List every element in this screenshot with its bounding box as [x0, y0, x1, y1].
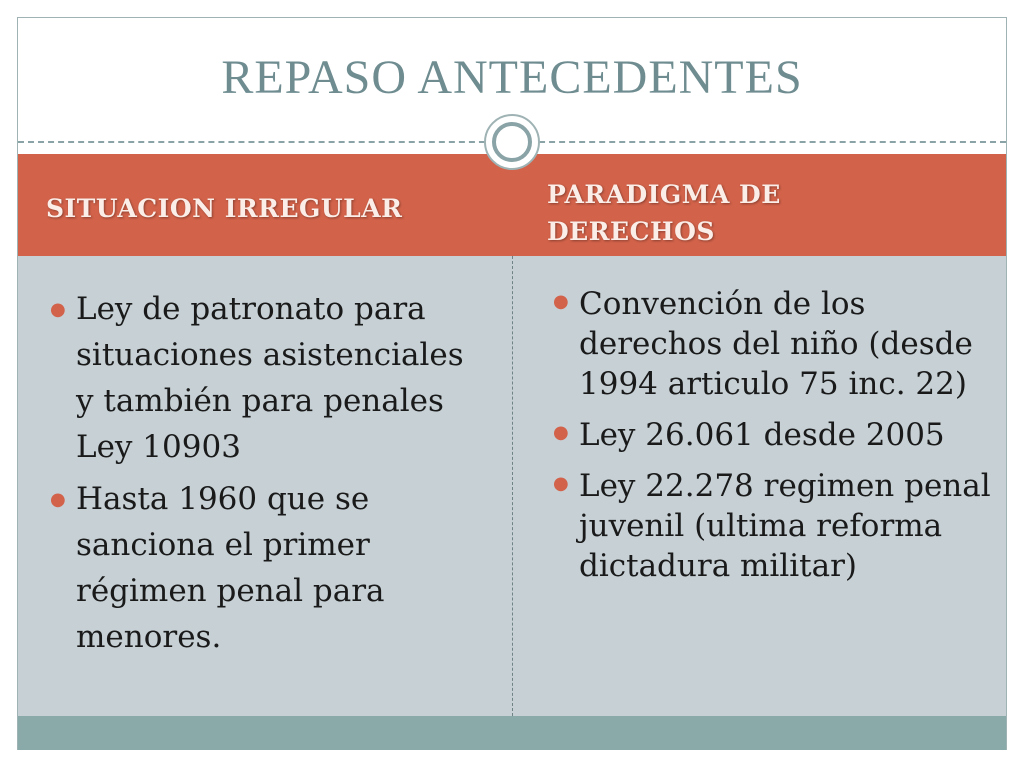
list-item-text: Hasta 1960 que se sanciona el primer régimen penal para menores. [76, 481, 385, 655]
list-item-text: Ley 22.278 regimen penal juvenil (ultima reforma dictadura militar) [579, 468, 991, 584]
slide-title: REPASO ANTECEDENTES [221, 51, 803, 104]
bullet-dot-icon: ● [553, 291, 569, 312]
list-item-text: Convención de los derechos del niño (desde 1994 articulo 75 inc. 22) [579, 286, 973, 402]
bullet-dot-icon: ● [50, 489, 66, 510]
ring-ornament-icon [484, 114, 540, 170]
list-item [553, 415, 993, 455]
column-divider [512, 256, 513, 716]
bullet-dot-icon: ● [553, 473, 569, 494]
header-line-1: PARADIGMA DE [547, 180, 781, 209]
right-bullet-list [553, 284, 993, 597]
list-item-text: Ley 26.061 desde 2005 [579, 417, 945, 453]
left-bullet-list [50, 286, 480, 666]
footer-band [18, 716, 1006, 750]
list-item-text: Ley de patronato para situaciones asistenciales y también para penales Ley 10903 [76, 291, 464, 465]
list-item [50, 286, 480, 470]
bullet-dot-icon: ● [50, 299, 66, 320]
list-item [50, 476, 480, 660]
bullet-dot-icon: ● [553, 422, 569, 443]
list-item [553, 466, 993, 586]
header-situacion-irregular: SITUACION IRREGULAR [46, 194, 403, 223]
header-line-2: DERECHOS [547, 217, 715, 246]
list-item [553, 284, 993, 404]
